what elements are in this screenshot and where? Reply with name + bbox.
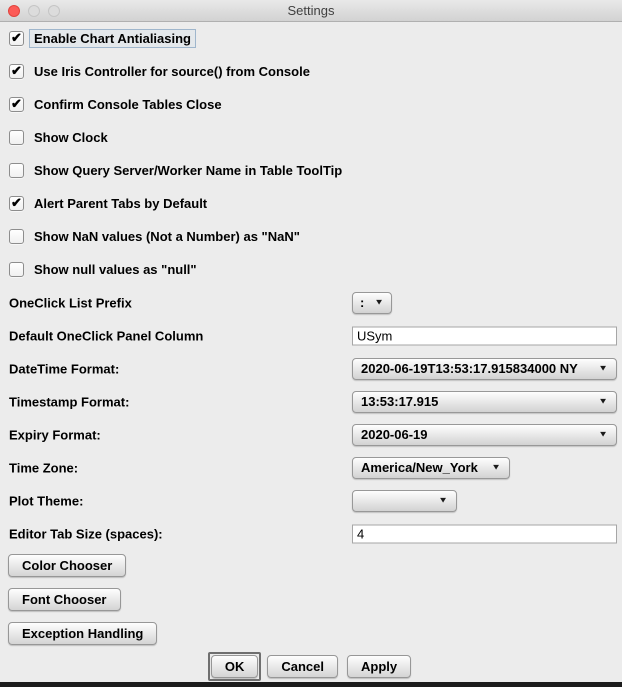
- chevron-down-icon: ▼: [598, 430, 608, 439]
- time-zone-select[interactable]: [352, 457, 510, 479]
- field-row-editor-tab-size: [0, 517, 622, 550]
- chevron-down-icon: ▼: [491, 463, 501, 472]
- select-value: :: [360, 295, 365, 310]
- checkbox-row-confirm-close: [0, 88, 622, 121]
- chooser-button-area: [0, 550, 622, 645]
- field-label: Time Zone:: [9, 460, 79, 475]
- checkbox[interactable]: ✔: [9, 64, 24, 79]
- checkbox-label[interactable]: Show NaN values (Not a Number) as "NaN": [34, 229, 300, 244]
- desktop-edge-strip: [0, 682, 622, 687]
- cancel-button[interactable]: Cancel: [267, 655, 338, 678]
- checkbox-row-tooltip-name: [0, 154, 622, 187]
- checkbox[interactable]: [9, 262, 24, 277]
- plot-theme-select[interactable]: [352, 490, 457, 512]
- field-label: Plot Theme:: [9, 493, 84, 508]
- checkbox[interactable]: [9, 229, 24, 244]
- default-oneclick-panel-column-input[interactable]: [352, 326, 617, 345]
- chevron-down-icon: ▼: [438, 496, 448, 505]
- minimize-button: [28, 5, 40, 17]
- title-bar: [0, 0, 622, 22]
- checkbox-label[interactable]: Show Clock: [34, 130, 108, 145]
- field-label: Editor Tab Size (spaces):: [9, 526, 163, 541]
- field-row-expiry-format: [0, 418, 622, 451]
- select-value: 2020-06-19T13:53:17.915834000 NY: [361, 361, 578, 376]
- field-label: DateTime Format:: [9, 361, 120, 376]
- checkbox[interactable]: ✔: [9, 31, 24, 46]
- checkbox-row-show-clock: [0, 121, 622, 154]
- checkbox-label[interactable]: Confirm Console Tables Close: [34, 97, 222, 112]
- select-value: 13:53:17.915: [361, 394, 439, 409]
- checkbox[interactable]: ✔: [9, 196, 24, 211]
- window-title: Settings: [287, 3, 335, 18]
- chevron-down-icon: ▼: [598, 364, 608, 373]
- chevron-down-icon: ▼: [374, 298, 384, 307]
- oneclick-list-prefix-select[interactable]: [352, 292, 392, 314]
- field-label: Timestamp Format:: [9, 394, 130, 409]
- field-label: Expiry Format:: [9, 427, 101, 442]
- checkbox-label[interactable]: Alert Parent Tabs by Default: [34, 196, 208, 211]
- checkbox[interactable]: [9, 130, 24, 145]
- zoom-button: [48, 5, 60, 17]
- checkbox-row-alert-parent-tabs: [0, 187, 622, 220]
- apply-button[interactable]: Apply: [347, 655, 411, 678]
- checkbox-row-iris-controller: [0, 55, 622, 88]
- font-chooser-button[interactable]: Font Chooser: [8, 588, 121, 611]
- expiry-format-select[interactable]: [352, 424, 617, 446]
- field-row-datetime-format: [0, 352, 622, 385]
- checkbox-row-antialiasing: [0, 22, 622, 55]
- checkbox[interactable]: [9, 163, 24, 178]
- field-label: Default OneClick Panel Column: [9, 328, 204, 343]
- checkbox-section: [0, 22, 622, 286]
- select-value: 2020-06-19: [361, 427, 428, 442]
- editor-tab-size-input[interactable]: [352, 524, 617, 543]
- field-section: [0, 286, 622, 550]
- color-chooser-button[interactable]: Color Chooser: [8, 554, 126, 577]
- timestamp-format-select[interactable]: [352, 391, 617, 413]
- field-row-oneclick-panel-column: [0, 319, 622, 352]
- field-row-oneclick-prefix: [0, 286, 622, 319]
- field-label: OneClick List Prefix: [9, 295, 132, 310]
- dialog-footer: [0, 655, 622, 678]
- checkbox-row-show-nan: [0, 220, 622, 253]
- select-value: America/New_York: [361, 460, 478, 475]
- field-row-time-zone: [0, 451, 622, 484]
- ok-button[interactable]: OK: [211, 655, 259, 678]
- checkbox-label[interactable]: Show null values as "null": [34, 262, 197, 277]
- checkbox-row-show-null: [0, 253, 622, 286]
- traffic-lights: [8, 5, 60, 17]
- field-row-plot-theme: [0, 484, 622, 517]
- close-button[interactable]: [8, 5, 20, 17]
- checkbox-label[interactable]: Enable Chart Antialiasing: [29, 29, 196, 48]
- field-row-timestamp-format: [0, 385, 622, 418]
- checkbox-label[interactable]: Use Iris Controller for source() from Console: [34, 64, 310, 79]
- checkbox[interactable]: ✔: [9, 97, 24, 112]
- chevron-down-icon: ▼: [598, 397, 608, 406]
- exception-handling-button[interactable]: Exception Handling: [8, 622, 157, 645]
- datetime-format-select[interactable]: [352, 358, 617, 380]
- checkbox-label[interactable]: Show Query Server/Worker Name in Table ToolTip: [34, 163, 343, 178]
